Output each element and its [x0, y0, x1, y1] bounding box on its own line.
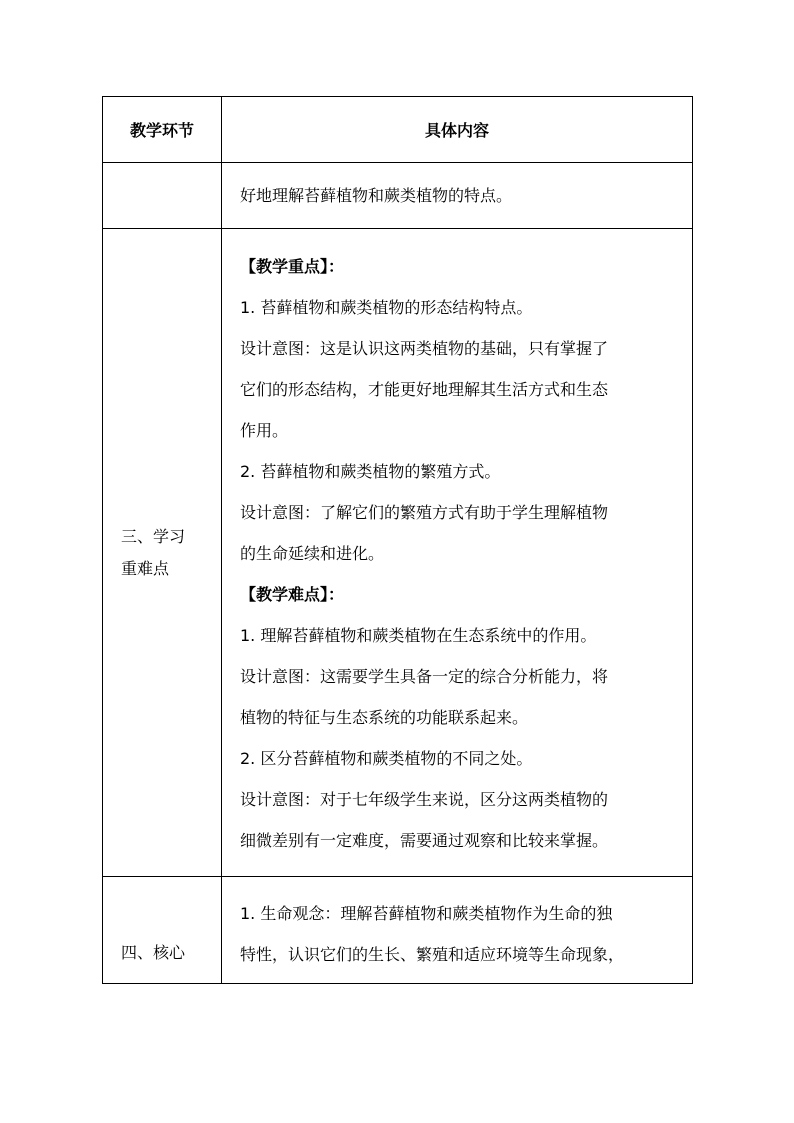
content-line: 设计意图：这需要学生具备一定的综合分析能力，将: [240, 666, 609, 686]
content-line: 1. 苔藓植物和蕨类植物的形态结构特点。: [240, 297, 533, 317]
stage-label-line: 三、学习: [121, 526, 186, 546]
row3-stage-cell: 四、核心: [103, 877, 222, 984]
content-line: 1. 生命观念：理解苔藓植物和蕨类植物作为生命的独: [240, 904, 613, 923]
row2-content-cell: [222, 229, 693, 877]
key-points-heading: 【教学重点】：: [240, 256, 345, 276]
header-specific-content: 具体内容: [222, 97, 693, 163]
content-line: 设计意图：了解它们的繁殖方式有助于学生理解植物: [240, 502, 609, 522]
content-line: 它们的形态结构，才能更好地理解其生活方式和生态: [240, 379, 609, 399]
content-line: 植物的特征与生态系统的功能联系起来。: [240, 707, 529, 727]
row3-content: [240, 885, 674, 975]
content-line: 1. 理解苔藓植物和蕨类植物在生态系统中的作用。: [240, 625, 597, 645]
stage-label-line: 重难点: [121, 558, 170, 578]
lesson-plan-table: [102, 96, 693, 984]
table-row: [103, 163, 693, 229]
content-line: 2. 苔藓植物和蕨类植物的繁殖方式。: [240, 461, 501, 481]
content-line: 2. 区分苔藓植物和蕨类植物的不同之处。: [240, 748, 533, 768]
difficult-points-heading: 【教学难点】：: [240, 584, 345, 604]
content-line: 的生命延续和进化。: [240, 543, 385, 563]
content-line: 设计意图：这是认识这两类植物的基础，只有掌握了: [240, 338, 609, 358]
row3-content-cell: [222, 877, 693, 984]
header-teaching-stage: 教学环节: [103, 97, 222, 163]
table-row: [103, 229, 693, 877]
row2-content: [240, 235, 674, 871]
content-line: 好地理解苔藓植物和蕨类植物的特点。: [240, 186, 513, 205]
table-header-row: [103, 97, 693, 163]
table-row: [103, 877, 693, 984]
row1-stage-cell: [103, 163, 222, 229]
content-line: 特性，认识它们的生长、繁殖和适应环境等生命现象，: [240, 945, 625, 964]
content-line: 设计意图：对于七年级学生来说，区分这两类植物的: [240, 789, 609, 809]
content-line: 细微差别有一定难度，需要通过观察和比较来掌握。: [240, 830, 609, 850]
row1-content-cell: [222, 163, 693, 229]
row2-stage-cell: [103, 229, 222, 877]
content-line: 作用。: [240, 420, 289, 440]
